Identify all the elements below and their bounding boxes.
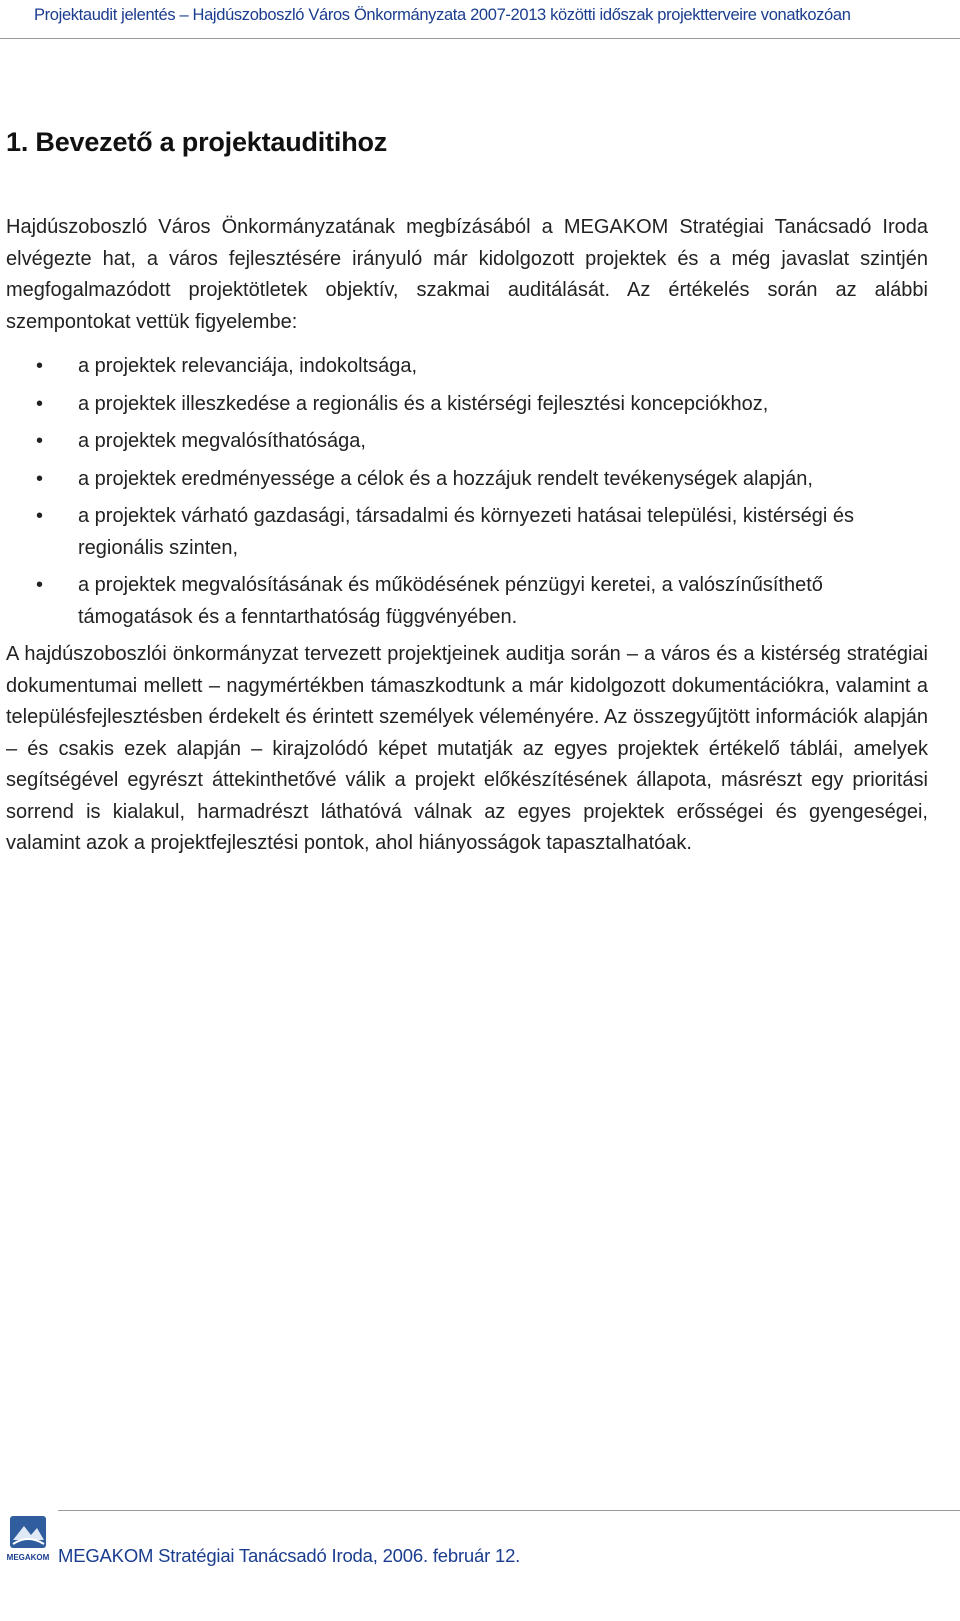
list-item — [6, 389, 928, 421]
summary-paragraph: A hajdúszoboszlói önkormányzat tervezett projektjeinek auditja során – a város és a kistérség stratégiai dokumentumai mellett – nagymértékben támaszkodtunk a már kidolgozott dokumentációkra, valamint a településfejlesztésben érdekelt és érintett személyek véleményére. Az összegyűjtött információk alapján – és csakis ezek alapján – kirajzolódó képet mutatják az egyes projektek értékelő táblái, amelyek segítségével egyrészt áttekinthetővé válik a projekt előkészítésének állapota, másrészt egy prioritási sorrend is kialakul, harmadrészt láthatóvá válnak az egyes projektek erősségei és gyengeségei, valamint azok a projektfejlesztési pontok, ahol hiányosságok tapasztalhatóak. — [6, 643, 928, 854]
list-item-text: a projektek eredményessége a célok és a hozzájuk rendelt tevékenységek alapján, — [78, 467, 813, 490]
list-item-text: a projektek relevanciája, indokoltsága, — [78, 355, 418, 377]
footer-divider — [58, 1510, 960, 1511]
list-item — [6, 426, 928, 458]
intro-paragraph: Hajdúszoboszló Város Önkormányzatának megbízásából a MEGAKOM Stratégiai Tanácsadó Iroda elvégezte hat, a város fejlesztésére irányuló már kidolgozott projektek és a még javaslat szintjén megfogalmazódott projektötletek objektív, szakmai auditálását. Az értékelés során az alábbi szempontokat vettük figyelembe: — [6, 216, 928, 333]
list-item-text: a projektek megvalósíthatósága, — [78, 430, 366, 452]
list-item-text: a projektek várható gazdasági, társadalmi és környezeti hatásai települési, kistérségi és regionális szinten, — [78, 505, 854, 559]
page-header — [0, 4, 960, 39]
list-item — [6, 351, 928, 383]
list-item-text: a projektek megvalósításának és működésének pénzügyi keretei, a valószínűsíthető támogatások és a fenntarthatóság függvényében. — [78, 574, 823, 628]
bullet-icon: • — [36, 467, 44, 490]
footer-text: MEGAKOM Stratégiai Tanácsadó Iroda, 2006. február 12. — [58, 1545, 521, 1566]
criteria-list — [6, 351, 928, 633]
logo-text: MEGAKOM — [6, 1553, 50, 1562]
list-item-text: a projektek illeszkedése a regionális és a kistérségi fejlesztési koncepciókhoz, — [78, 392, 769, 415]
list-item — [6, 501, 928, 564]
header-title: Projektaudit jelentés – Hajdúszoboszló Város Önkormányzata 2007-2013 közötti időszak projektterveire vonatkozóan — [34, 6, 851, 24]
section-heading: 1. Bevezető a projektauditihoz — [6, 127, 388, 157]
bullet-icon: • — [36, 430, 44, 452]
bullet-icon: • — [36, 355, 44, 377]
bullet-icon: • — [36, 392, 44, 415]
document-body — [6, 212, 928, 860]
page-footer — [0, 1510, 960, 1620]
list-item — [6, 570, 928, 633]
bullet-icon: • — [36, 574, 44, 596]
list-item — [6, 464, 928, 496]
megakom-logo-icon — [4, 1514, 52, 1566]
bullet-icon: • — [36, 505, 44, 527]
